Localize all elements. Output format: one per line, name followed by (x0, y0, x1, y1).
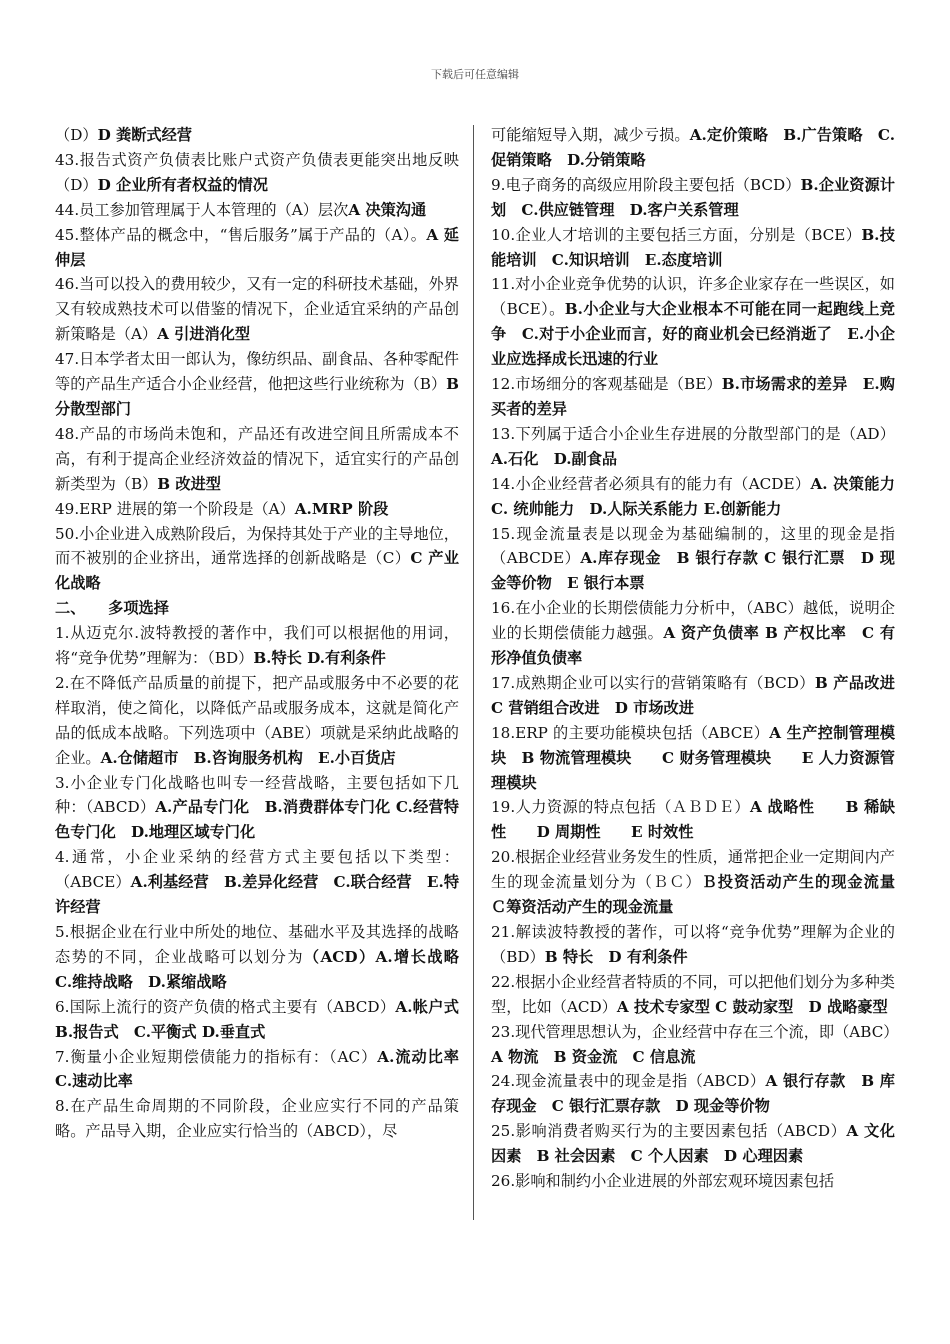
answer-text: D 粪断式经营 (97, 126, 192, 144)
question-item (55, 223, 459, 273)
answer-text: B 产品改进 C 营销组合改进 D 市场改进 (491, 673, 911, 717)
question-item (491, 671, 911, 721)
question-item (491, 596, 895, 671)
question-item (491, 1119, 895, 1169)
page-header: 下载后可任意编辑 (431, 68, 519, 81)
answer-text: Ｂ投资活动产生的现金流量 Ｃ筹资活动产生的现金流量 (491, 873, 926, 917)
answer-text: A 资产负债率 B 产权比率 C 有形净值负债率 (491, 624, 896, 668)
question-item (491, 920, 895, 970)
question-text: 6.国际上流行的资产负债的格式主要有（ABCD） (55, 997, 396, 1016)
question-item (55, 497, 459, 522)
answer-text: B.市场需求的差异 E.购买者的差异 (491, 375, 895, 418)
question-text: 14.小企业经营者必须具有的能力有（ACDE） (491, 474, 811, 493)
answer-text: A.帐户式 B.报告式 C.平衡式 D.垂直式 (55, 997, 459, 1041)
question-text: 24.现金流量表中的现金是指（ABCD） (491, 1072, 766, 1091)
question-text: 8.在产品生命周期的不同阶段，企业应实行不同的产品策略。产品导入期，企业应实行恰当的（ABCD），尽 (55, 1097, 459, 1141)
question-item (55, 148, 459, 198)
answer-text: A.利基经营 B.差异化经营 C.联合经营 E.特许经营 (55, 873, 460, 917)
question-text: 4.通常，小企业采纳的经营方式主要包括以下类型：（ABCE） (55, 848, 459, 892)
question-item (55, 920, 475, 995)
answer-text: A 引进消化型 (157, 325, 251, 344)
question-item (491, 1020, 899, 1070)
question-text: 25.影响消费者购买行为的主要因素包括（ABCD） (491, 1122, 847, 1141)
question-text: 20.根据企业经营业务发生的性质，通常把企业一定期间内产生的现金流量划分为（ＢＣ） (491, 848, 895, 892)
question-text: 48.产品的市场尚未饱和，产品还有改进空间且所需成本不高，有利于提高企业经济效益的情况下，适宜实行的产品创新类型为（B） (55, 424, 459, 493)
question-text: 2.在不降低产品质量的前提下，把产品或服务中不必要的花样取消，使之简化，以降低产品或服务成本，这就是简化产品的低成本战略。下列选项中（ABE）项就是采纳此战略的企业。 (55, 673, 459, 767)
question-item (55, 621, 459, 671)
question-text: 19.人力资源的特点包括（ＡＢＤＥ） (491, 798, 750, 817)
question-item (491, 845, 926, 920)
column-divider (473, 125, 474, 1220)
answer-text: B.技能培训 C.知识培训 E.态度培训 (491, 225, 895, 269)
answer-text: A.仓储超市 B.咨询服务机构 E.小百货店 (100, 748, 396, 767)
question-text: 17.成熟期企业可以实行的营销策略有（BCD） (491, 673, 815, 692)
right-column (491, 123, 926, 1194)
question-item (55, 123, 459, 148)
answer-text: B 分散型部门 (55, 375, 459, 418)
left-column (55, 123, 475, 1144)
question-text: 45.整体产品的概念中，“售后服务”属于产品的（A）。 (55, 225, 427, 244)
answer-text: （ACD）A.增长战略 C.维持战略 D.紧缩战略 (55, 947, 475, 991)
answer-text: A.流动比率 C.速动比率 (55, 1047, 475, 1091)
question-item (491, 1169, 895, 1194)
question-item (491, 472, 911, 522)
question-text: 9.电子商务的高级应用阶段主要包括（BCD） (491, 175, 801, 194)
question-item (55, 272, 459, 347)
question-text: 5.根据企业在行业中所处的地位、基础水平及其选择的战略态势的不同，企业战略可以划分为 (55, 923, 459, 966)
answer-text: A 银行存款 B 库存现金 C 银行汇票存款 D 现金等价物 (491, 1072, 895, 1116)
answer-text: A.产品专门化 B.消费群体专门化 C.经营特色专门化 D.地理区域专门化 (55, 798, 459, 842)
answer-text: A 文化因素 B 社会因素 C 个人因素 D 心理因素 (491, 1122, 895, 1166)
question-item (491, 795, 895, 845)
question-item (55, 1045, 475, 1095)
question-item (55, 347, 459, 422)
question-item (491, 721, 895, 796)
question-text: 15.现金流量表是以现金为基础编制的，这里的现金是指（ABCDE） (491, 524, 895, 568)
question-text: 13.下列属于适合小企业生存进展的分散型部门的是（AD） (491, 424, 895, 443)
question-text: 12.市场细分的客观基础是（BE） (491, 375, 722, 394)
question-item (55, 422, 459, 497)
question-text: （D） (55, 126, 98, 144)
question-text: 21.解读波特教授的著作，可以将“竞争优势”理解为企业的（BD） (491, 923, 895, 966)
answer-text: A 延伸层 (55, 225, 459, 269)
question-item (491, 372, 895, 422)
answer-text: B 改进型 (157, 474, 221, 493)
question-item (491, 173, 895, 223)
question-item (55, 995, 459, 1045)
question-text: 7.衡量小企业短期偿债能力的指标有：（AC） (55, 1047, 378, 1066)
question-item (491, 422, 895, 472)
question-item (491, 123, 895, 173)
question-item (55, 522, 459, 597)
answer-text: A.定价策略 B.广告策略 C.促销策略 D.分销策略 (491, 126, 896, 169)
answer-text: B.特长 D.有利条件 (253, 649, 386, 668)
question-text: 43.报告式资产负债表比账户式资产负债表更能突出地反映（D） (55, 150, 459, 194)
answer-text: A 战略性 B 稀缺性 D 周期性 E 时效性 (491, 798, 895, 842)
question-text: 44.员工参加管理属于人本管理的（A）层次 (55, 200, 349, 219)
answer-text: A 物流 B 资金流 C 信息流 (491, 1047, 696, 1066)
question-text: 11.对小企业竞争优势的认识，许多企业家存在一些误区，如（BCE）。 (491, 275, 895, 319)
answer-text: A.石化 D.副食品 (491, 449, 618, 468)
answer-text: A 生产控制管理模块 B 物流管理模块 C 财务管理模块 E 人力资源管理模块 (491, 723, 895, 792)
question-text: 23.现代管理思想认为，企业经营中存在三个流，即（ABC） (491, 1022, 899, 1041)
answer-text: A. 决策能力 C. 统帅能力 D.人际关系能力 E.创新能力 (491, 474, 911, 518)
question-text: 46.当可以投入的费用较少，又有一定的科研技术基础，外界又有较成熟技术可以借鉴的情况下，企业适宜采纳的产品创新策略是（A） (55, 275, 459, 344)
answer-text: A.MRP 阶段 (294, 499, 389, 518)
question-text: 1.从迈克尔.波特教授的著作中，我们可以根据他的用词，将“竞争优势”理解为：（BD） (55, 624, 459, 668)
question-item (55, 198, 459, 223)
question-text: 47.日本学者太田一郎认为，像纺织品、副食品、各种零配件等的产品生产适合小企业经营，他把这些行业统称为（B） (55, 350, 459, 394)
question-item (491, 272, 895, 372)
answer-text: B.企业资源计划 C.供应链管理 D.客户关系管理 (491, 175, 895, 219)
answer-text: D 企业所有者权益的情况 (97, 175, 268, 194)
question-text: 可能缩短导入期，减少亏损。 (491, 126, 690, 144)
answer-text: A.库存现金 B 银行存款 C 银行汇票 D 现金等价物 E 银行本票 (491, 549, 895, 593)
question-item (55, 771, 459, 846)
question-item (55, 845, 459, 920)
answer-text: A 技术专家型 C 鼓动家型 D 战略豪型 (616, 997, 888, 1016)
question-text: 50.小企业进入成熟阶段后，为保持其处于产业的主导地位，而不被别的企业挤出，通常选择的创新战略是（C） (55, 524, 459, 568)
question-text: 3.小企业专门化战略也叫专一经营战略，主要包括如下几种：（ABCD） (55, 773, 459, 817)
answer-text: B 特长 D 有利条件 (544, 947, 688, 966)
question-text: 26.影响和制约小企业进展的外部宏观环境因素包括 (491, 1172, 835, 1191)
question-item (491, 223, 895, 273)
question-item (491, 522, 895, 597)
answer-text: C 产业化战略 (55, 549, 459, 593)
question-text: 10.企业人才培训的主要包括三方面，分别是（BCE） (491, 225, 862, 244)
answer-text: B.小企业与大企业根本不可能在同一起跑线上竞争 C.对于小企业而言，好的商业机会已经消逝了 E.小企业应选择成长迅速的行业 (491, 300, 895, 369)
question-text: 16.在小企业的长期偿债能力分析中，（ABC）越低，说明企业的长期偿债能力越强。 (491, 599, 895, 643)
question-text: 49.ERP 进展的第一个阶段是（A） (55, 499, 295, 518)
question-item (491, 1069, 895, 1119)
section-heading: 二、 多项选择 (55, 599, 169, 618)
question-item (55, 1094, 459, 1144)
question-item (491, 970, 895, 1020)
question-text: 22.根据小企业经营者特质的不同，可以把他们划分为多种类型，比如（ACD） (491, 972, 895, 1016)
question-text: 18.ERP 的主要功能模块包括（ABCE） (491, 723, 770, 742)
answer-text: A 决策沟通 (348, 200, 427, 219)
question-item (55, 671, 459, 771)
